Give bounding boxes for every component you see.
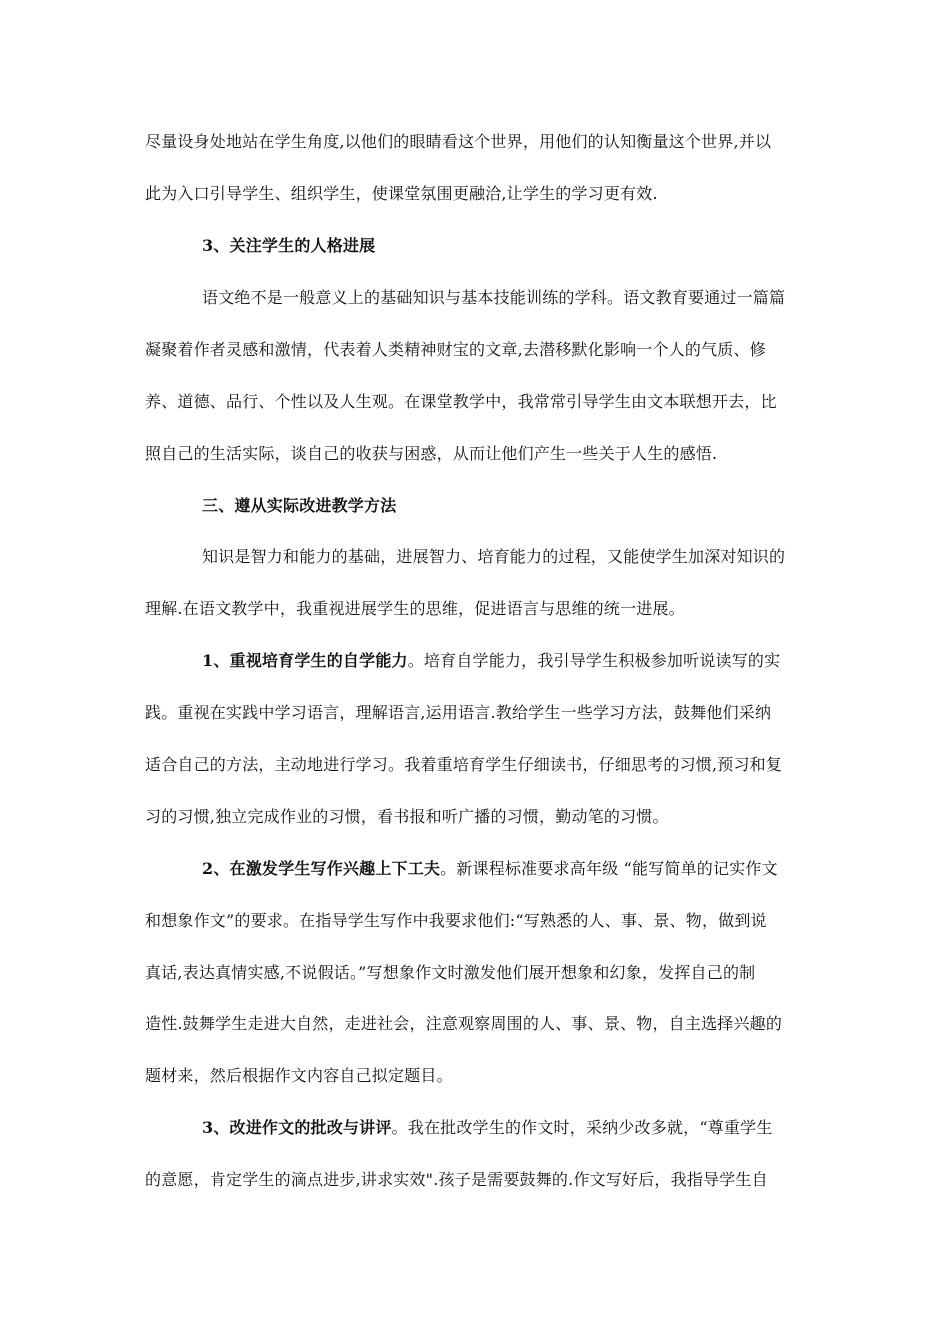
body-text-line: 3、改进作文的批改与讲评。我在批改学生的作文时，采纳少改多就，“尊重学生 — [202, 1118, 773, 1137]
body-text-line: 和想象作文”的要求。在指导学生写作中我要求他们:“写熟悉的人、事、景、物，做到说 — [145, 911, 767, 930]
section-heading: 3、关注学生的人格进展 — [202, 236, 376, 255]
body-text-line: 践。重视在实践中学习语言，理解语言,运用语言.教给学生一些学习方法，鼓舞他们采纳 — [145, 703, 772, 722]
body-text-line: 语文绝不是一般意义上的基础知识与基本技能训练的学科。语文教育要通过一篇篇 — [202, 288, 786, 307]
body-text-line: 凝聚着作者灵感和激情，代表着人类精神财宝的文章,去潜移默化影响一个人的气质、修 — [145, 340, 766, 359]
inline-heading: 3、改进作文的批改与讲评 — [202, 1118, 392, 1137]
body-text-line: 照自己的生活实际，谈自己的收获与困惑，从而让他们产生一些关于人生的感悟. — [145, 444, 718, 463]
body-text-line: 2、在激发学生写作兴趣上下工夫。新课程标准要求高年级 “能写简单的记实作文 — [202, 859, 778, 878]
body-text-line: 理解.在语文教学中，我重视进展学生的思维，促进语言与思维的统一进展。 — [145, 599, 685, 618]
body-text-line: 知识是智力和能力的基础，进展智力、培育能力的过程，又能使学生加深对知识的 — [202, 547, 786, 566]
body-text-line: 造性.鼓舞学生走进大自然，走进社会，注意观察周围的人、事、景、物，自主选择兴趣的 — [145, 1014, 783, 1033]
body-text-line: 1、重视培育学生的自学能力。培育自学能力，我引导学生积极参加听说读写的实 — [202, 651, 781, 670]
body-text-line: 题材来，然后根据作文内容自己拟定题目。 — [145, 1066, 453, 1085]
section-heading: 三、遵从实际改进教学方法 — [202, 496, 397, 515]
body-text-line: 此为入口引导学生、组织学生，使课堂氛围更融洽,让学生的学习更有效. — [145, 184, 658, 203]
body-text-line: 适合自己的方法，主动地进行学习。我着重培育学生仔细读书，仔细思考的习惯,预习和复 — [145, 755, 783, 774]
inline-heading: 2、在激发学生写作兴趣上下工夫 — [202, 859, 441, 878]
body-text-line: 真话,表达真情实感,不说假话。”写想象作文时激发他们展开想象和幻象，发挥自己的制 — [145, 963, 756, 982]
body-text-line: 尽量设身处地站在学生角度,以他们的眼睛看这个世界，用他们的认知衡量这个世界,并以 — [145, 132, 772, 151]
body-text-line: 习的习惯,独立完成作业的习惯，看书报和听广播的习惯，勤动笔的习惯。 — [145, 807, 669, 826]
inline-heading: 1、重视培育学生的自学能力 — [202, 651, 408, 670]
body-text-line: 的意愿，肯定学生的滴点进步,讲求实效".孩子是需要鼓舞的.作文写好后，我指导学生自 — [145, 1170, 768, 1189]
body-text-line: 养、道德、品行、个性以及人生观。在课堂教学中，我常常引导学生由文本联想开去，比 — [145, 392, 777, 411]
